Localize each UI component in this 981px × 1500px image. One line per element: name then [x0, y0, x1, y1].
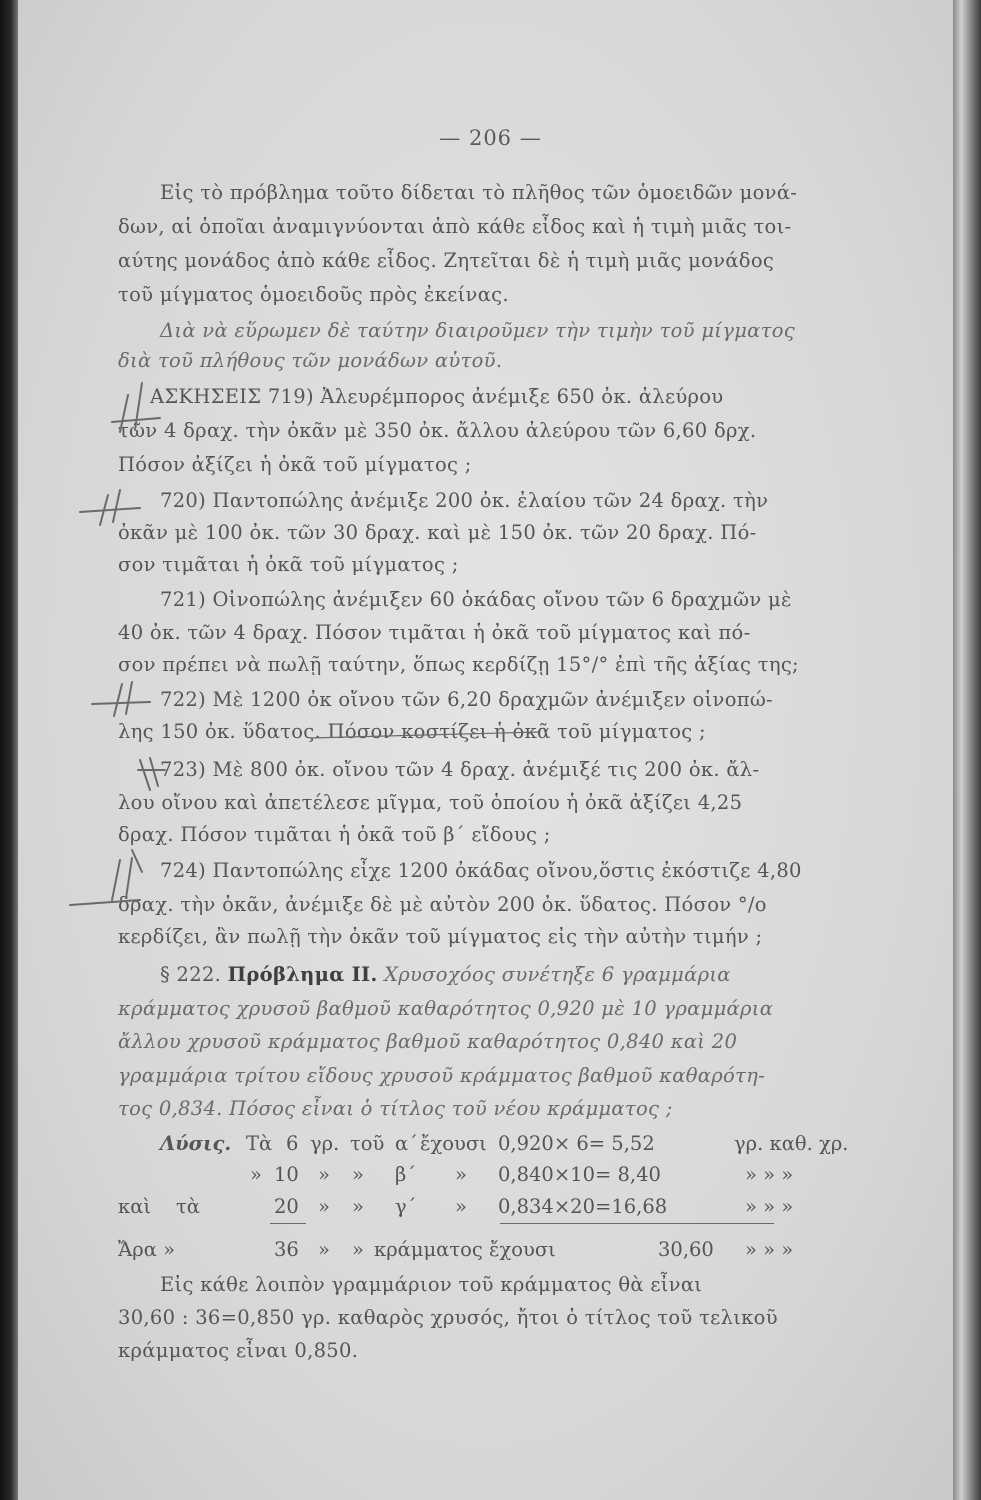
page-number: — 206 — — [439, 126, 542, 150]
exercise-line: δραχ. τὴν ὀκᾶν, ἀνέμιξε δὲ μὲ αὐτὸν 200 ὀκ. ὕδατος. Πόσον °/o — [118, 893, 767, 916]
exercise-line: ὀκᾶν μὲ 100 ὀκ. τῶν 30 δραχ. καὶ μὲ 150 ὀκ. τῶν 20 δραχ. Πό- — [118, 521, 757, 544]
sol-row-3-v: » — [455, 1195, 467, 1218]
sol-row-2-calc: 0,840×10= 8,40 — [498, 1163, 661, 1186]
exercise-line: κερδίζει, ἂν πωλῇ τὴν ὀκᾶν τοῦ μίγματος εἰς τὴν αὐτὴν τιμήν ; — [118, 925, 763, 948]
sol-row-1-n: 6 — [286, 1132, 299, 1155]
sol-row-3-u: » — [318, 1195, 330, 1218]
sol-row-3-calc: 0,834×20=16,68 — [498, 1195, 668, 1218]
sol-total-pre: Ἄρα » — [118, 1238, 176, 1261]
rule-line: Διὰ νὰ εὕρωμεν δὲ ταύτην διαιροῦμεν τὴν τιμὴν τοῦ μίγματος — [160, 319, 795, 342]
exercise-722: 722) Μὲ 1200 ὀκ οἴνου τῶν 6,20 δραχμῶν ἀνέμιξεν οἰνοπώ- — [160, 688, 773, 711]
sol-total-rest: κράμματος ἔχουσι — [374, 1238, 556, 1261]
exercise-line: δραχ. Πόσον τιμᾶται ἡ ὀκᾶ τοῦ β΄ εἴδους ; — [118, 823, 551, 846]
sol-row-2-v: » — [455, 1163, 467, 1186]
sol-row-2-a: » — [250, 1163, 262, 1186]
exercise-721: 721) Οἰνοπώλης ἀνέμιξεν 60 ὀκάδας οἴνου τῶν 6 δραχμῶν μὲ — [160, 588, 792, 611]
exercise-724: 724) Παντοπώλης εἶχε 1200 ὀκάδας οἴνου,ὅστις ἐκόστιζε 4,80 — [160, 859, 802, 882]
problem-line: τος 0,834. Πόσος εἶναι ὁ τίτλος τοῦ νέου κράμματος ; — [118, 1097, 673, 1120]
sol-row-1-v: ἔχουσι — [420, 1132, 487, 1155]
conclusion-line: κράμματος εἶναι 0,850. — [118, 1339, 359, 1362]
exercise-line: σον τιμᾶται ἡ ὀκᾶ τοῦ μίγματος ; — [118, 553, 459, 576]
exercise-line: 40 ὀκ. τῶν 4 δραχ. Πόσον τιμᾶται ἡ ὀκᾶ τοῦ μίγματος καὶ πό- — [118, 621, 751, 644]
intro-line: αύτης μονάδος ἀπὸ κάθε εἶδος. Ζητεῖται δὲ ἡ τιμὴ μιᾶς μονάδος — [118, 249, 775, 272]
page-left-shadow — [0, 0, 18, 1500]
problem-line: κράμματος χρυσοῦ βαθμοῦ καθαρότητος 0,920 μὲ 10 γραμμάρια — [118, 997, 774, 1020]
intro-line: δων, αἱ ὁποῖαι ἀναμιγνύονται ἀπὸ κάθε εἶδος καὶ ἡ τιμὴ μιᾶς τοι- — [118, 215, 792, 238]
conclusion-line: Εἰς κάθε λοιπὸν γραμμάριον τοῦ κράμματος θὰ εἶναι — [160, 1273, 703, 1296]
sol-row-2-unit: » » » — [745, 1163, 794, 1186]
exercise-line: σον πρέπει νὰ πωλῇ ταύτην, ὅπως κερδίζῃ 15°/° ἐπὶ τῆς ἀξίας της; — [118, 653, 799, 676]
sol-row-1-a: Τὰ — [246, 1132, 273, 1155]
exercise-720: 720) Παντοπώλης ἀνέμιξε 200 ὀκ. ἐλαίου τῶν 24 δραχ. τὴν — [160, 489, 769, 512]
problem-text: Χρυσοχόος συνέτηξε 6 γραμμάρια — [384, 963, 731, 986]
conclusion-line: 30,60 : 36=0,850 γρ. καθαρὸς χρυσός, ἤτοι ὁ τίτλος τοῦ τελικοῦ — [118, 1306, 778, 1329]
solution-label: Λύσις. — [160, 1132, 232, 1155]
sol-row-2-w: » — [352, 1163, 364, 1186]
problem-heading-line — [160, 960, 878, 990]
sol-row-3-k: γ΄ — [395, 1195, 417, 1218]
sol-total-n: 36 — [274, 1238, 299, 1261]
intro-line: Εἰς τὸ πρόβλημα τοῦτο δίδεται τὸ πλῆθος τῶν ὁμοειδῶν μονά- — [160, 181, 798, 204]
sol-row-3-unit: » » » — [745, 1195, 794, 1218]
sol-row-3-w: » — [352, 1195, 364, 1218]
sol-row-3-a: τὰ — [176, 1195, 200, 1218]
problem-title: Πρόβλημα ΙΙ. — [227, 963, 378, 986]
sol-total-unit: » » » — [745, 1238, 794, 1261]
rule-line: διὰ τοῦ πλήθους τῶν μονάδων αὐτοῦ. — [118, 349, 503, 372]
sol-total-sum: 30,60 — [658, 1238, 714, 1261]
exercise-723: 723) Μὲ 800 ὀκ. οἴνου τῶν 4 δραχ. ἀνέμιξέ τις 200 ὀκ. ἄλ- — [160, 758, 760, 781]
exercise-line: λου οἴνου καὶ ἀπετέλεσε μῖγμα, τοῦ ὁποίου ἡ ὀκᾶ ἀξίζει 4,25 — [118, 791, 743, 814]
sol-row-3-n: 20 — [274, 1195, 299, 1218]
book-edge — [953, 0, 981, 1500]
problem-line: γραμμάρια τρίτου εἴδους χρυσοῦ κράμματος βαθμοῦ καθαρότη- — [118, 1064, 766, 1087]
problem-line: ἄλλου χρυσοῦ κράμματος βαθμοῦ καθαρότητος 0,840 καὶ 20 — [118, 1030, 738, 1053]
sol-row-1-calc: 0,920× 6= 5,52 — [498, 1132, 655, 1155]
sol-row-2-k: β΄ — [395, 1163, 417, 1186]
sol-row-2-n: 10 — [274, 1163, 299, 1186]
sol-total-u: » — [318, 1238, 330, 1261]
sum-rule-right — [500, 1223, 774, 1224]
sol-row-1-w: τοῦ — [350, 1132, 385, 1155]
exercise-line: Πόσον ἀξίζει ἡ ὀκᾶ τοῦ μίγματος ; — [118, 453, 472, 476]
sum-rule-left — [270, 1223, 306, 1224]
section-number: § 222. — [160, 963, 222, 986]
sol-row-2-u: » — [318, 1163, 330, 1186]
exercise-line: λης 150 ὀκ. ὕδατος. Πόσον κοστίζει ἡ ὀκᾶ τοῦ μίγματος ; — [118, 720, 706, 743]
sol-row-1-u: γρ. — [310, 1132, 340, 1155]
sol-total-w: » — [352, 1238, 364, 1261]
sol-row-1-k: α΄ — [395, 1132, 418, 1155]
sol-row-3-pre: καὶ — [118, 1195, 152, 1218]
exercise-719: ΑΣΚΗΣΕΙΣ 719) Ἀλευρέμπορος ἀνέμιξε 650 ὀκ. ἀλεύρου — [150, 385, 724, 408]
intro-line: τοῦ μίγματος ὁμοειδοῦς πρὸς ἐκείνας. — [118, 283, 509, 306]
sol-row-1-unit: γρ. καθ. χρ. — [734, 1132, 849, 1155]
exercise-line: τῶν 4 δραχ. τὴν ὀκᾶν μὲ 350 ὀκ. ἄλλου ἀλεύρου τῶν 6,60 δρχ. — [118, 419, 757, 442]
